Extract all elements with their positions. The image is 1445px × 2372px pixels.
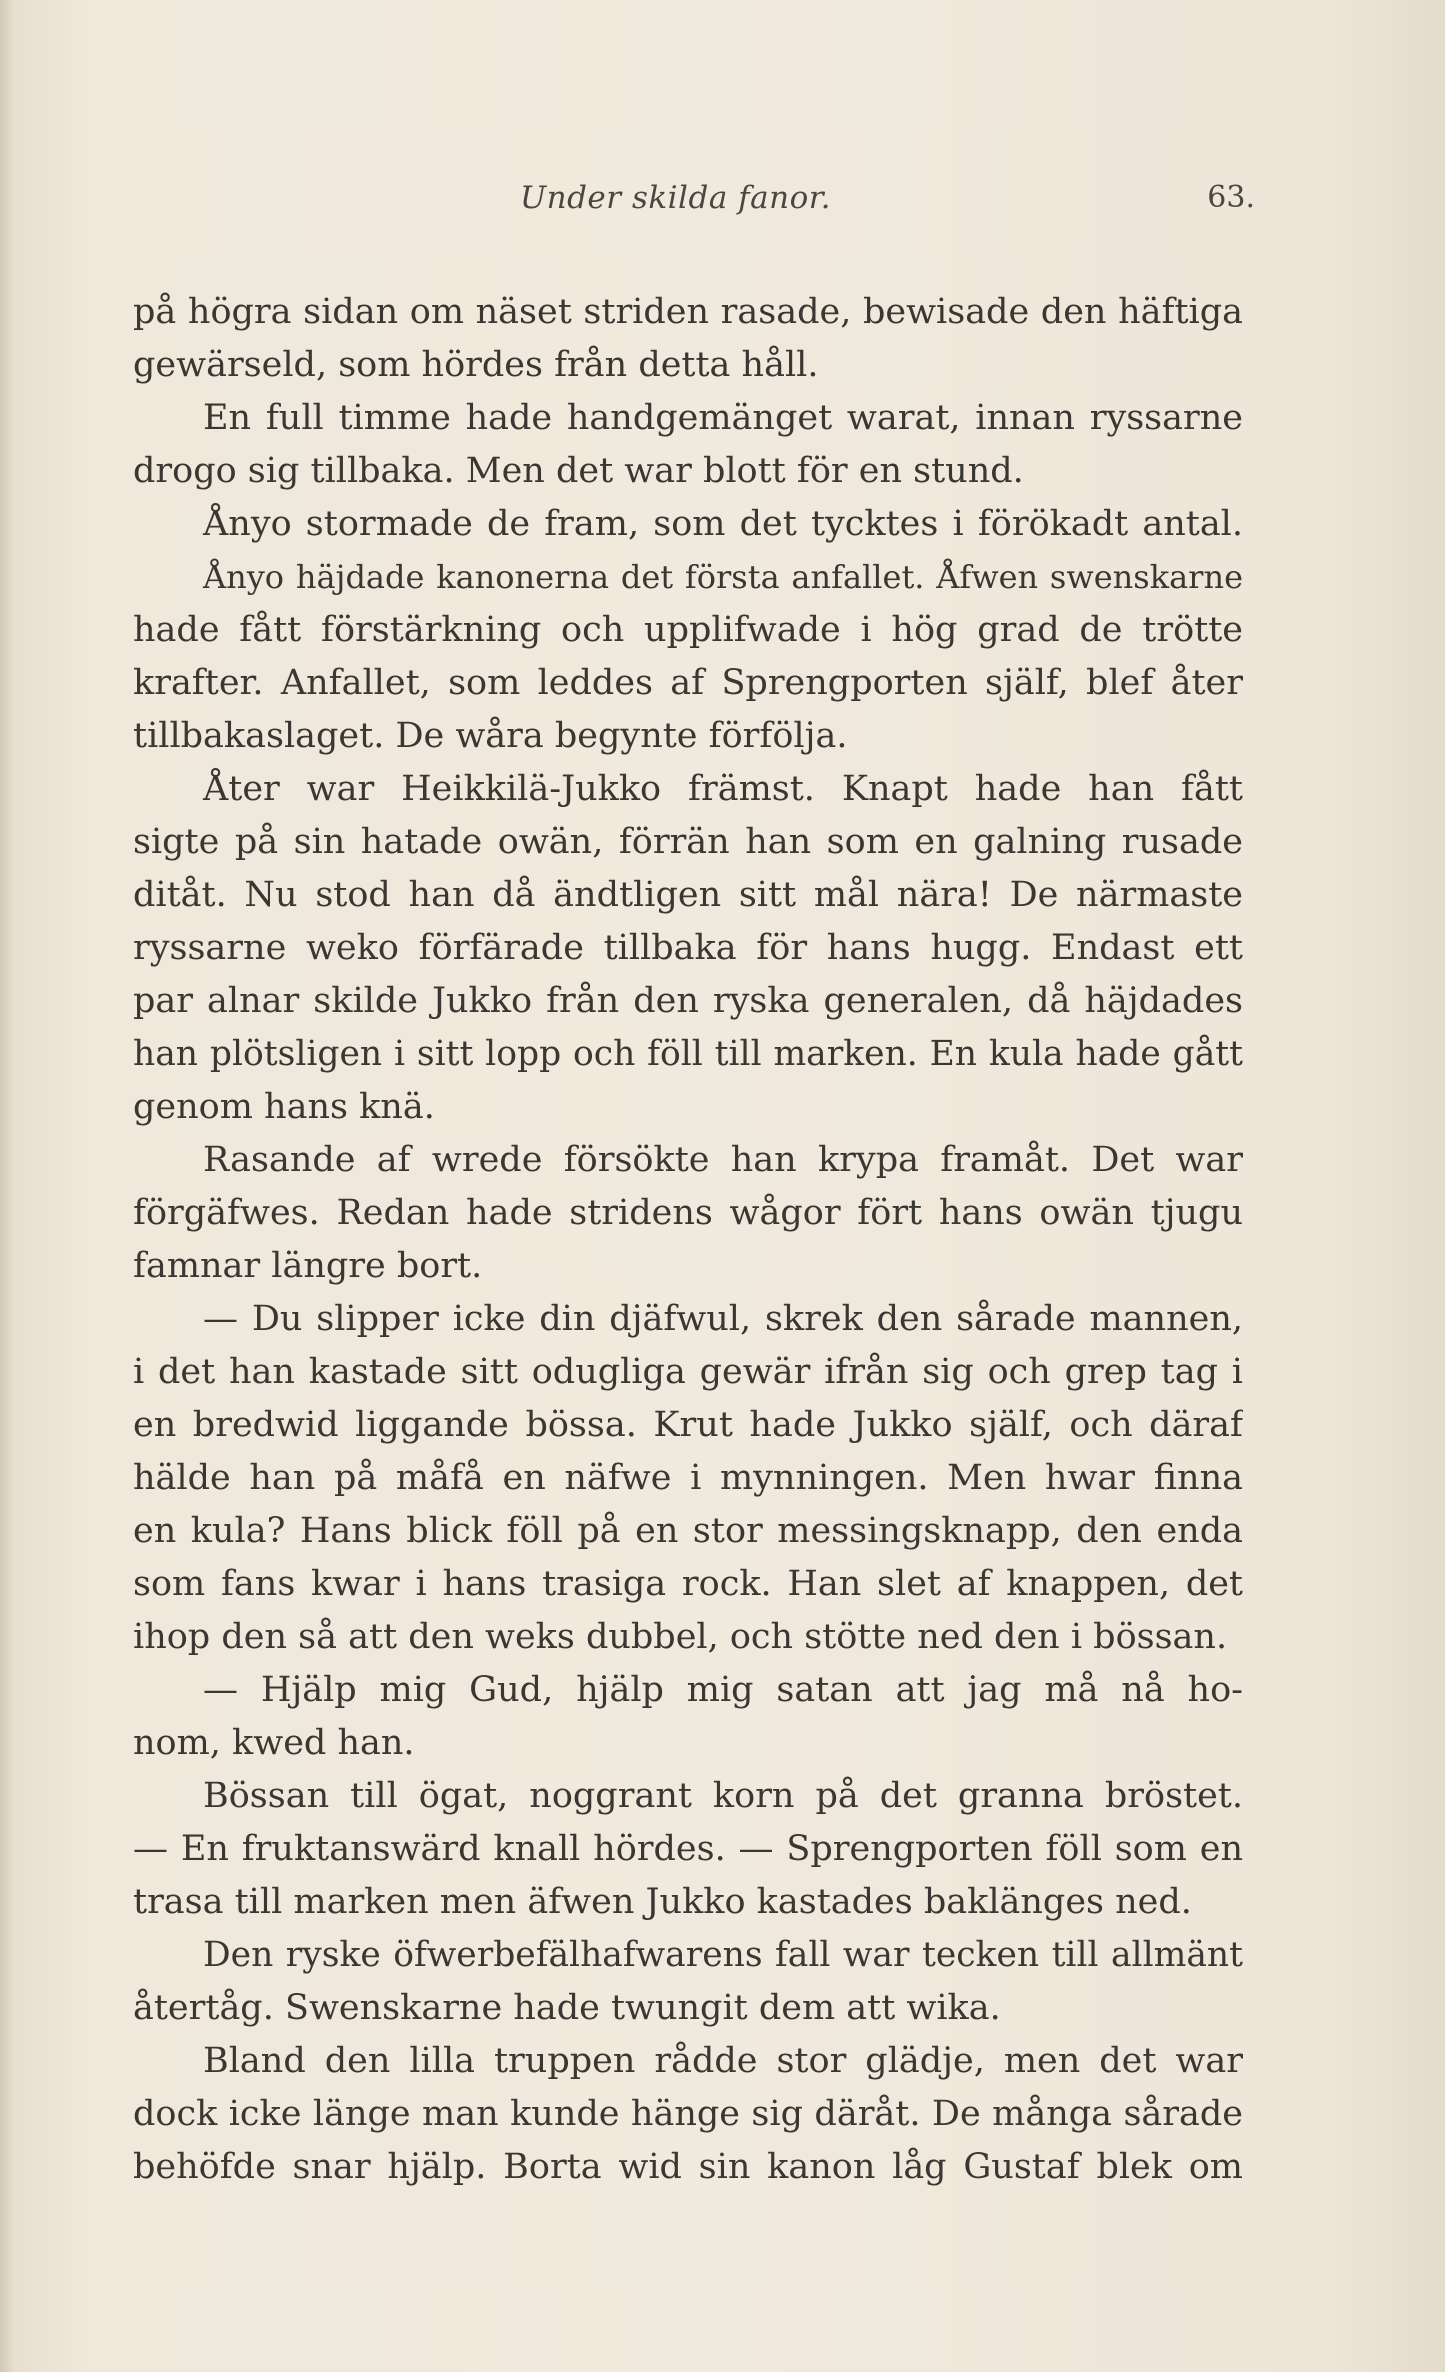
running-title: Under skilda fanor. — [520, 180, 832, 216]
text-line: han plötsligen i sitt lopp och föll till marken. En kula hade gått — [133, 1034, 1243, 1074]
text-line: en bredwid liggande bössa. Krut hade Jukko själf, och däraf — [133, 1405, 1243, 1445]
text-line: ditåt. Nu stod han då ändtligen sitt mål nära! De närmaste — [133, 875, 1243, 915]
text-line: nom, kwed han. — [133, 1723, 415, 1763]
text-line: hade fått förstärkning och upplifwade i hög grad de trötte — [133, 610, 1243, 650]
text-line: hälde han på måfå en näfwe i mynningen. Men hwar finna — [133, 1458, 1243, 1498]
text-line: Rasande af wrede försökte han krypa framåt. Det war — [203, 1140, 1243, 1180]
body-text — [133, 286, 1243, 2194]
text-line: behöfde snar hjälp. Borta wid sin kanon låg Gustaf blek om — [133, 2147, 1243, 2187]
text-line: i det han kastade sitt odugliga gewär ifrån sig och grep tag i — [133, 1352, 1243, 1392]
text-line: trasa till marken men äfwen Jukko kastades baklänges ned. — [133, 1882, 1192, 1922]
text-line: — En fruktanswärd knall hördes. — Sprengporten föll som en — [133, 1829, 1243, 1869]
text-line: En full timme hade handgemänget warat, innan ryssarne — [203, 398, 1243, 438]
text-line: tillbakaslaget. De wåra begynte förfölja. — [133, 716, 848, 756]
text-line: Bland den lilla truppen rådde stor glädje, men det war — [203, 2041, 1243, 2081]
text-line: Bössan till ögat, noggrant korn på det granna bröstet. — [203, 1776, 1243, 1816]
binding-edge — [0, 0, 14, 2372]
text-line: Åter war Heikkilä-Jukko främst. Knapt hade han fått — [203, 769, 1243, 809]
text-line: famnar längre bort. — [133, 1246, 483, 1286]
text-line: gewärseld, som hördes från detta håll. — [133, 345, 819, 385]
page-number: 63. — [1207, 180, 1255, 215]
text-line: återtåg. Swenskarne hade twungit dem att wika. — [133, 1988, 1001, 2028]
text-line: Ånyo häjdade kanonerna det första anfallet. Åfwen swenskarne — [203, 558, 1243, 596]
text-line: par alnar skilde Jukko från den ryska generalen, då häjdades — [133, 981, 1243, 1021]
text-line: på högra sidan om näset striden rasade, bewisade den häftiga — [133, 292, 1243, 332]
text-line: ihop den så att den weks dubbel, och stötte ned den i bössan. — [133, 1617, 1228, 1657]
text-line: — Du slipper icke din djäfwul, skrek den sårade mannen, — [203, 1299, 1243, 1339]
text-line: genom hans knä. — [133, 1087, 435, 1127]
text-line: krafter. Anfallet, som leddes af Sprengporten själf, blef åter — [133, 663, 1243, 703]
text-line: drogo sig tillbaka. Men det war blott för en stund. — [133, 451, 1024, 491]
text-line: Ånyo stormade de fram, som det tycktes i förökadt antal. — [203, 504, 1243, 544]
text-line: — Hjälp mig Gud, hjälp mig satan att jag må nå ho- — [203, 1670, 1243, 1710]
text-line: ryssarne weko förfärade tillbaka för hans hugg. Endast ett — [133, 928, 1243, 968]
text-line: som fans kwar i hans trasiga rock. Han slet af knappen, det — [133, 1564, 1243, 1604]
text-line: sigte på sin hatade owän, förrän han som en galning rusade — [133, 822, 1243, 862]
text-line: dock icke länge man kunde hänge sig däråt. De många sårade — [133, 2094, 1243, 2134]
text-line: förgäfwes. Redan hade stridens wågor fört hans owän tjugu — [133, 1193, 1243, 1233]
text-line: Den ryske öfwerbefälhafwarens fall war tecken till allmänt — [203, 1935, 1243, 1975]
text-line: en kula? Hans blick föll på en stor messingsknapp, den enda — [133, 1511, 1243, 1551]
